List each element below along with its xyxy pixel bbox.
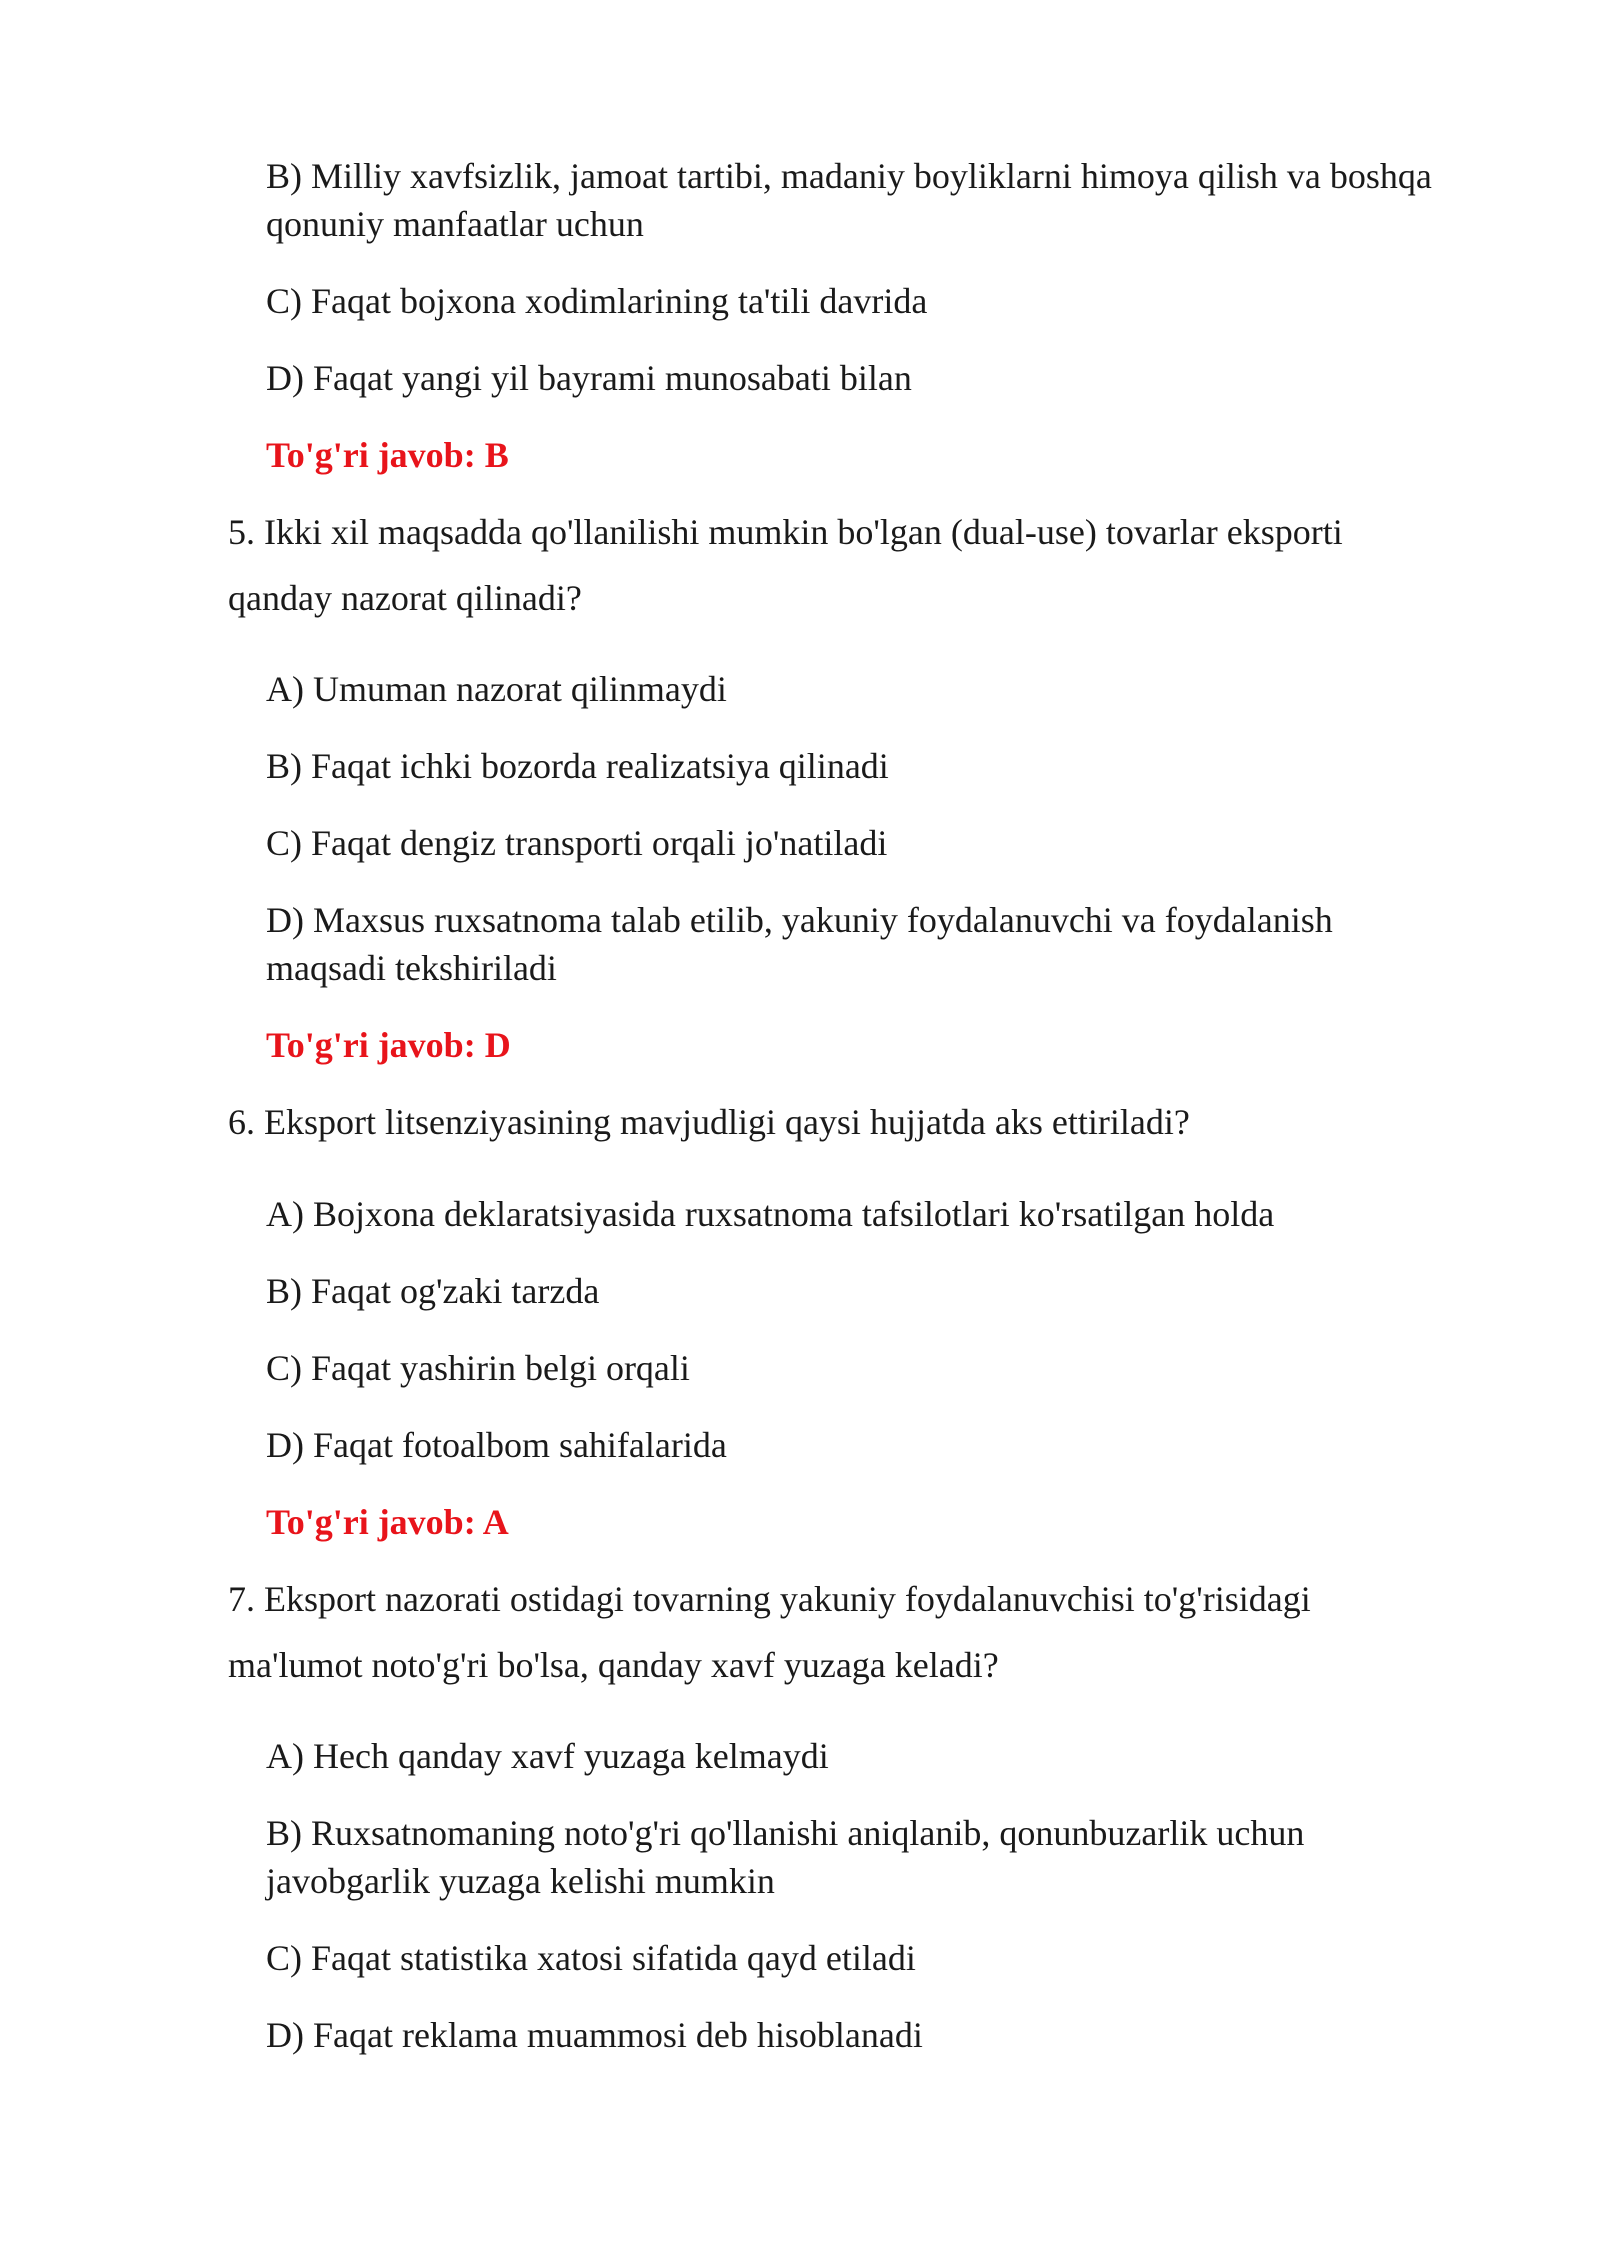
q7-option-b-line1: B) Ruxsatnomaning noto'g'ri qo'llanishi aniqlanib, qonunbuzarlik uchun [266,1813,1305,1853]
q5-option-d-line1: D) Maxsus ruxsatnoma talab etilib, yakuniy foydalanuvchi va foydalanish [266,900,1333,940]
q4-option-b-line1: B) Milliy xavfsizlik, jamoat tartibi, madaniy boyliklarni himoya qilish va boshqa [266,156,1432,196]
q4-answer: To'g'ri javob: B [266,435,509,475]
q4-option-b-line2: qonuniy manfaatlar uchun [266,204,644,244]
q7-question-line1: 7. Eksport nazorati ostidagi tovarning yakuniy foydalanuvchisi to'g'risidagi [228,1579,1311,1619]
q6-option-d: D) Faqat fotoalbom sahifalarida [266,1425,727,1465]
q6-question-line1: 6. Eksport litsenziyasining mavjudligi qaysi hujjatda aks ettiriladi? [228,1102,1190,1142]
q5-option-a: A) Umuman nazorat qilinmaydi [266,669,727,709]
q5-option-c: C) Faqat dengiz transporti orqali jo'natiladi [266,823,888,863]
q4-option-d: D) Faqat yangi yil bayrami munosabati bilan [266,358,912,398]
q6-answer: To'g'ri javob: A [266,1502,509,1542]
q6-option-a: A) Bojxona deklaratsiyasida ruxsatnoma tafsilotlari ko'rsatilgan holda [266,1194,1275,1234]
q5-question-line1: 5. Ikki xil maqsadda qo'llanilishi mumkin bo'lgan (dual-use) tovarlar eksporti [228,512,1343,552]
q5-answer: To'g'ri javob: D [266,1025,511,1065]
q7-option-a: A) Hech qanday xavf yuzaga kelmaydi [266,1736,829,1776]
q7-option-b-line2: javobgarlik yuzaga kelishi mumkin [266,1861,775,1901]
q5-question-line2: qanday nazorat qilinadi? [228,578,582,618]
q4-option-c: C) Faqat bojxona xodimlarining ta'tili davrida [266,281,928,321]
q7-option-c: C) Faqat statistika xatosi sifatida qayd etiladi [266,1938,916,1978]
q5-option-b: B) Faqat ichki bozorda realizatsiya qilinadi [266,746,889,786]
q6-option-b: B) Faqat og'zaki tarzda [266,1271,600,1311]
q7-question-line2: ma'lumot noto'g'ri bo'lsa, qanday xavf yuzaga keladi? [228,1645,999,1685]
q7-option-d: D) Faqat reklama muammosi deb hisoblanadi [266,2015,923,2055]
q6-option-c: C) Faqat yashirin belgi orqali [266,1348,690,1388]
q5-option-d-line2: maqsadi tekshiriladi [266,948,557,988]
